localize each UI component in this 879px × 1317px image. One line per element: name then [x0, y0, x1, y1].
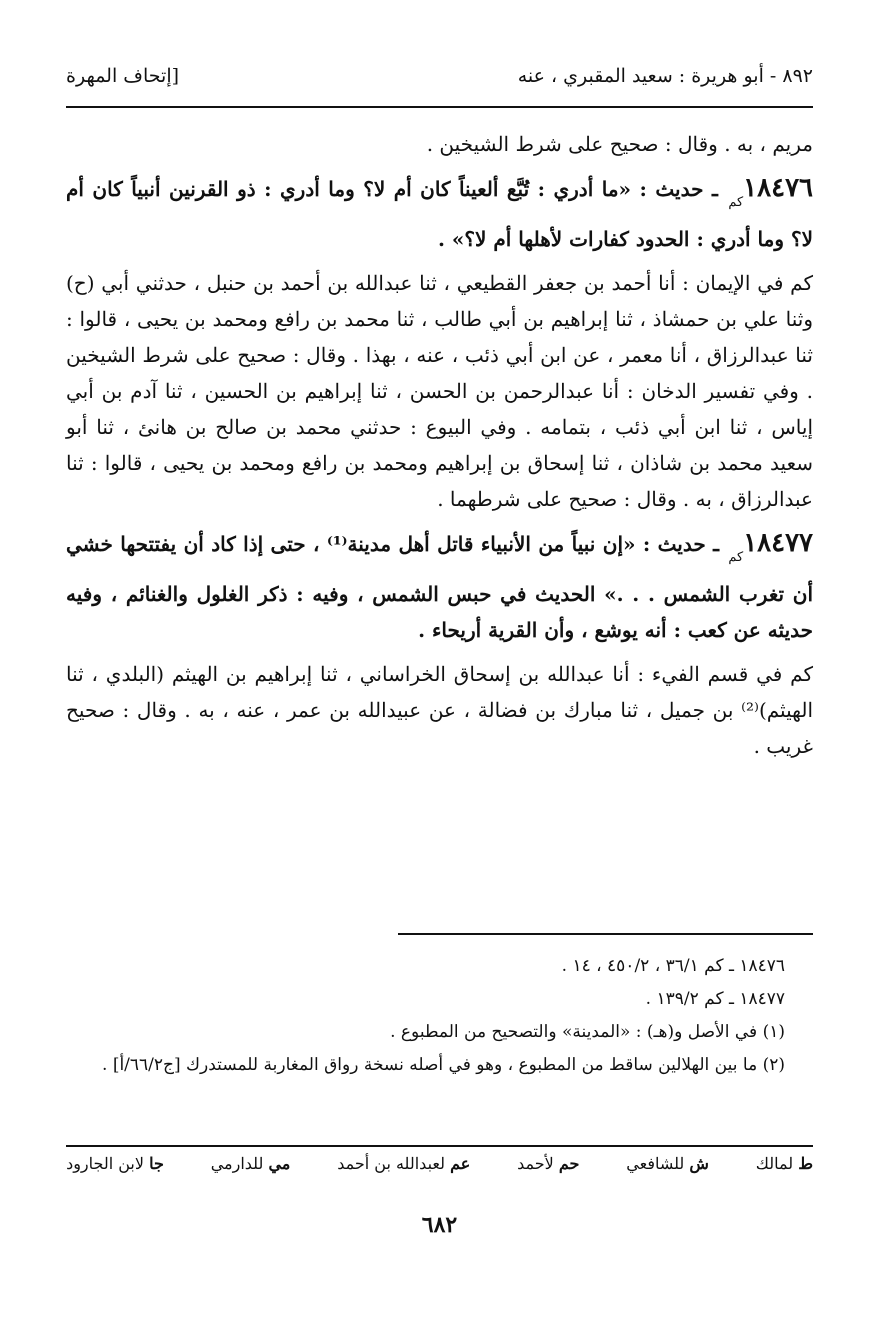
footnote: (٢) ما بين الهلالين ساقط من المطبوع ، وهو في أصله نسخة رواق المغاربة للمستدرك [ج٦٦/٢/أ] .	[102, 1055, 785, 1075]
legend-label: للشافعي	[626, 1154, 685, 1173]
legend-label: لعبدالله بن أحمد	[337, 1154, 445, 1173]
legend-code: ش	[689, 1154, 709, 1173]
hadith-number: ١٨٤٧٦	[743, 173, 813, 203]
main-text	[66, 126, 813, 772]
hadith-18476	[66, 170, 813, 257]
legend-label: لمالك	[755, 1154, 794, 1173]
page-header	[66, 56, 813, 96]
legend-item	[337, 1154, 470, 1173]
hadith-number: ١٨٤٧٧	[743, 528, 814, 558]
source-code: كم	[728, 195, 744, 210]
legend-item	[626, 1154, 709, 1173]
legend-label: للدارمي	[210, 1154, 264, 1173]
footnote-rule	[398, 933, 813, 935]
abbreviation-legend	[66, 1154, 813, 1173]
legend-label: لأحمد	[517, 1154, 554, 1173]
hadith-18477	[66, 525, 813, 648]
footnote: ١٨٤٧٦ ـ كم ٣٦/١ ، ٤٥٠/٢ ، ١٤ .	[561, 956, 785, 976]
legend-code: حم	[558, 1154, 580, 1173]
legend-item	[211, 1154, 291, 1173]
legend-item	[756, 1154, 813, 1173]
footnotes	[66, 950, 813, 1082]
hadith-text: ـ حديث : «ما أدري : تُبَّع ألعيناً كان أم لا؟ وما أدري : ذو القرنين أنبياً كان أم لا؟ وما أدري : الحدود كفارات لأهلها أم لا؟» .	[66, 177, 813, 251]
paragraph: كم في قسم الفيء : أنا عبدالله بن إسحاق الخراساني ، ثنا إبراهيم بن الهيثم (البلدي ، ثنا الهيثم)⁽²⁾ بن جميل ، ثنا مبارك بن فضالة ، عن عبيدالله بن عمر ، عنه ، به . وقال : صحيح غريب .	[66, 662, 813, 758]
page-number: ٦٨٢	[421, 1212, 458, 1238]
footnote: ١٨٤٧٧ ـ كم ١٣٩/٢ .	[645, 989, 785, 1009]
paragraph: مريم ، به . وقال : صحيح على شرط الشيخين .	[426, 132, 813, 156]
legend-code: ط	[798, 1154, 813, 1173]
header-rule	[66, 106, 813, 108]
legend-code: عم	[450, 1154, 471, 1173]
running-head-chapter: ٨٩٢ - أبو هريرة : سعيد المقبري ، عنه	[517, 65, 813, 87]
legend-code: مي	[268, 1154, 291, 1173]
running-head-book: [إتحاف المهرة	[66, 65, 180, 87]
legend-code: جا	[149, 1154, 164, 1173]
legend-item	[517, 1154, 579, 1173]
footnote: (١) في الأصل و(هـ) : «المدينة» والتصحيح من المطبوع .	[390, 1022, 785, 1042]
legend-rule	[66, 1145, 813, 1147]
hadith-text: ـ حديث : «إن نبياً من الأنبياء قاتل أهل مدينة⁽¹⁾ ، حتى إذا كاد أن يفتتحها خشي أن تغرب الشمس . . .» الحديث في حبس الشمس ، وفيه : ذكر الغلول والغنائم ، وفيه حديثه عن كعب : أنه يوشع ، وأن القرية أريحاء .	[66, 532, 814, 642]
legend-label: لابن الجارود	[66, 1154, 145, 1173]
source-code: كم	[728, 550, 744, 565]
legend-item	[66, 1154, 164, 1173]
paragraph: كم في الإيمان : أنا أحمد بن جعفر القطيعي ، ثنا عبدالله بن أحمد بن حنبل ، حدثني أبي (ح) وثنا علي بن حمشاذ ، ثنا إبراهيم بن أبي طالب ، ثنا محمد بن رافع ومحمد بن يحيى ، قالوا : ثنا عبدالرزاق ، أنا معمر ، عن ابن أبي ذئب ، عنه ، بهذا . وقال : صحيح على شرط الشيخين . وفي تفسير الدخان : أنا عبدالرحمن بن الحسن ، ثنا إبراهيم بن الحسين ، ثنا آدم بن أبي إياس ، ثنا ابن أبي ذئب ، بتمامه . وفي البيوع : حدثني محمد بن صالح بن هانئ ، ثنا أبو سعيد محمد بن شاذان ، ثنا إسحاق بن إبراهيم ومحمد بن رافع ومحمد بن يحيى ، قالوا : ثنا عبدالرزاق ، به . وقال : صحيح على شرطهما .	[66, 271, 813, 511]
